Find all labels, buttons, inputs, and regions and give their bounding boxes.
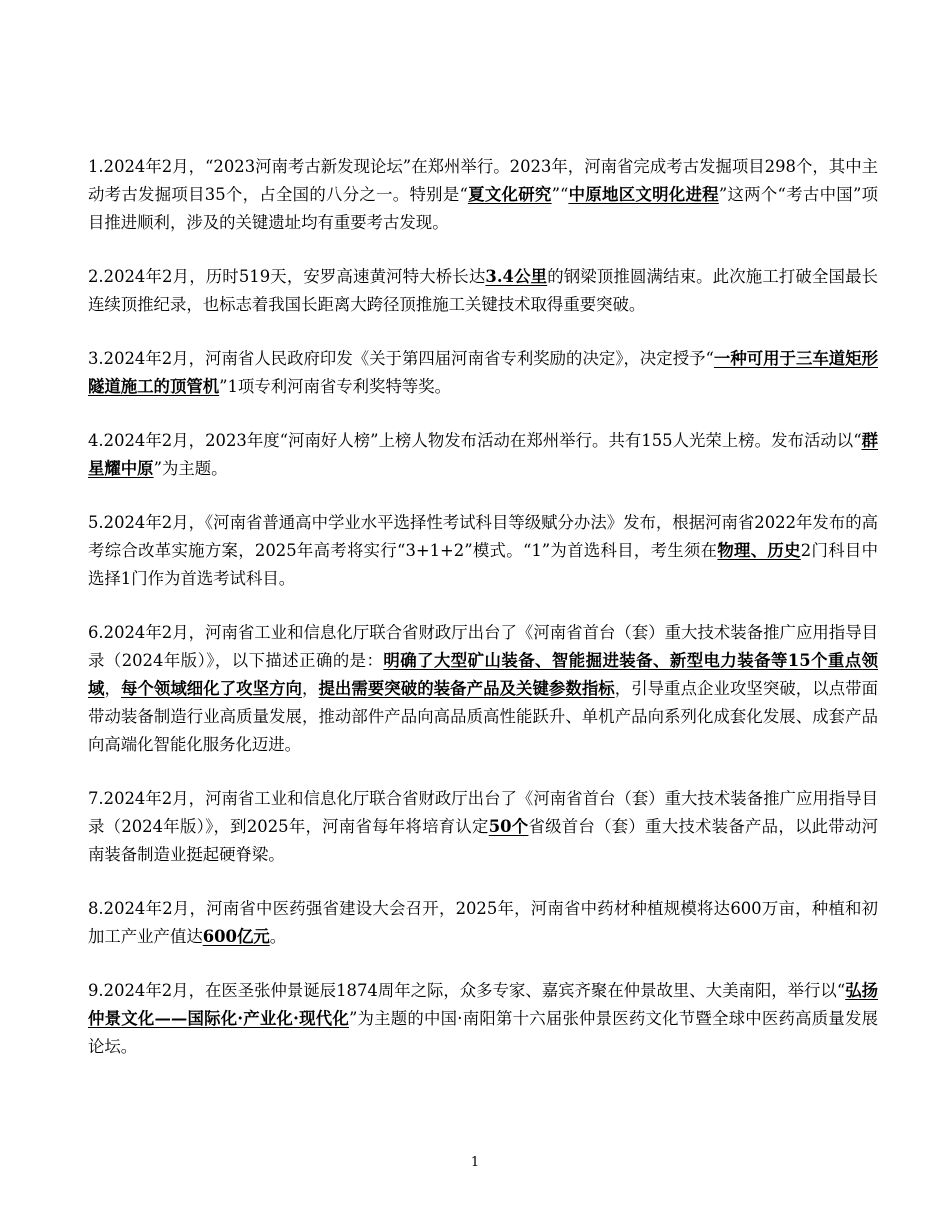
list-item: [88, 427, 878, 483]
item-number: 7.: [88, 789, 104, 808]
key-answer-text: 中原地区文明化进程: [568, 185, 719, 204]
item-text: 2024年2月，“2023河南考古新发现论坛”在郑州举行。2023年，河南省完成考古发掘项目298个，其中主动考古发掘项目35个，占全国的八分之一。特别是“: [88, 157, 878, 204]
item-text: ，: [104, 679, 121, 698]
item-text: 的钢梁顶推圆满结束。此次施工打破全国最长连续顶推纪录，也标志着我国长距离大跨径顶推施工关键技术取得重要突破。: [88, 267, 879, 314]
item-number: 2.: [88, 267, 104, 286]
item-text: 省级首台（套）重大技术装备产品，以此带动河南装备制造业挺起硬脊梁。: [88, 817, 878, 864]
item-number: 6.: [88, 623, 104, 642]
item-text: 2门科目中选择1门作为首选考试科目。: [88, 541, 878, 588]
page-number: 1: [470, 1155, 480, 1170]
item-text: 2024年2月，河南省工业和信息化厅联合省财政厅出台了《河南省首台（套）重大技术装备推广应用指导目录（2024年版）》，到2025年，河南省每年将培育认定: [88, 789, 878, 836]
list-item: [88, 785, 878, 869]
item-number: 1.: [88, 157, 104, 176]
item-text: ”为主题。: [153, 459, 228, 478]
list-item: [88, 619, 878, 759]
item-text: ，: [302, 679, 319, 698]
list-item: [88, 977, 878, 1061]
key-answer-text: 提出需要突破的装备产品及关键参数指标: [318, 679, 615, 698]
key-answer-text: 明确了大型矿山装备、智能掘进装备、新型电力装备等15个重点领域: [88, 651, 879, 698]
item-text: 2024年2月，河南省中医药强省建设大会召开，2025年，河南省中药材种植规模将达600万亩，种植和初加工产业产值达: [88, 899, 878, 946]
list-item: [88, 263, 878, 319]
item-text: 2024年2月，在医圣张仲景诞辰1874周年之际，众多专家、嘉宾齐聚在仲景故里、大美南阳，举行以“: [103, 981, 846, 1000]
list-item: [88, 153, 878, 237]
item-number: 3.: [88, 349, 104, 368]
item-number: 4.: [88, 431, 104, 450]
item-text: ”这两个“考古中国”项目推进顺利，涉及的关键遗址均有重要考古发现。: [88, 185, 879, 232]
key-answer-text: 弘扬仲景文化——国际化·产业化·现代化: [88, 981, 879, 1028]
key-answer-text: 夏文化研究: [467, 185, 552, 204]
key-answer-text: 群星耀中原: [88, 431, 878, 478]
item-text: 2024年2月，《河南省普通高中学业水平选择性考试科目等级赋分办法》发布，根据河南省2022年发布的高考综合改革实施方案，2025年高考将实行“3+1+2”模式。“1”为首选科目，考生须在: [88, 513, 878, 560]
list-item: [88, 509, 878, 593]
item-text: ”“: [551, 185, 569, 204]
item-text: 。: [269, 927, 287, 946]
item-text: 2024年2月，2023年度“河南好人榜”上榜人物发布活动在郑州举行。共有155人光荣上榜。发布活动以“: [103, 431, 862, 450]
key-answer-text: 50个: [488, 817, 529, 836]
document-body: [88, 153, 878, 1087]
item-text: 2024年2月，历时519天，安罗高速黄河特大桥长达: [103, 267, 486, 286]
item-text: ”1项专利河南省专利奖特等奖。: [219, 377, 452, 396]
key-answer-text: 每个领域细化了攻坚方向: [120, 679, 302, 698]
item-text: ”为主题的中国·南阳第十六届张仲景医药文化节暨全球中医药高质量发展论坛。: [88, 1009, 878, 1056]
item-text: 2024年2月，河南省人民政府印发《关于第四届河南省专利奖励的决定》，决定授予“: [103, 349, 714, 368]
key-answer-text: 物理、历史: [717, 541, 801, 560]
list-item: [88, 345, 878, 401]
item-text: ，引导重点企业攻坚突破，以点带面带动装备制造行业高质量发展，推动部件产品向高品质高性能跃升、单机产品向系列化成套化发展、成套产品向高端化智能化服务化迈进。: [88, 679, 879, 754]
item-text: 2024年2月，河南省工业和信息化厅联合省财政厅出台了《河南省首台（套）重大技术装备推广应用指导目录（2024年版）》，以下描述正确的是：: [88, 623, 878, 670]
list-item: [88, 895, 878, 951]
key-answer-text: 3.4公里: [485, 267, 548, 286]
item-number: 8.: [88, 899, 104, 918]
key-answer-text: 600亿元: [202, 927, 270, 946]
item-number: 5.: [88, 513, 104, 532]
key-answer-text: 一种可用于三车道矩形隧道施工的顶管机: [88, 349, 878, 396]
item-number: 9.: [88, 981, 104, 1000]
